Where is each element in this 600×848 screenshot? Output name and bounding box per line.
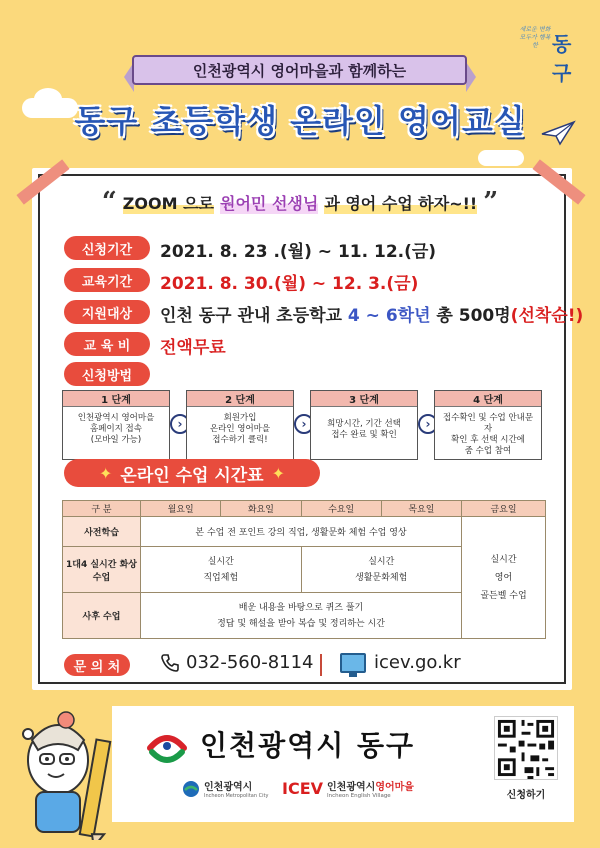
icev-en: Incheon English Village — [327, 793, 391, 799]
step-2-line: 온라인 영어마을 — [209, 424, 271, 434]
chevron-right-icon: › — [418, 414, 438, 434]
apply-period-value: 2021. 8. 23 .(월) ~ 11. 12.(금) — [160, 242, 437, 262]
sparkle-icon: ✦ — [98, 463, 113, 483]
step-1 — [62, 390, 170, 460]
step-3-line: 접수 완료 및 확인 — [331, 430, 397, 440]
edu-period-value: 2021. 8. 30.(월) ~ 12. 3.(금) — [160, 274, 419, 294]
incheon-name: 인천광역시 — [204, 782, 253, 793]
target-text-a: 인천 동구 관내 초등학교 — [160, 306, 348, 326]
table-header: 월요일 — [141, 501, 221, 517]
icev-name-b: 영어마을 — [375, 782, 414, 793]
step-3 — [310, 390, 418, 460]
label-target: 지원대상 — [64, 300, 150, 324]
contact-website[interactable] — [340, 652, 461, 673]
subtitle-banner: 인천광역시 영어마을과 함께하는 — [132, 55, 467, 85]
pre-content: 본 수업 전 포인트 강의 직업, 생활문화 체험 수업 영상 — [141, 517, 462, 547]
label-apply-period: 신청기간 — [64, 236, 150, 260]
contact-phone[interactable] — [160, 652, 314, 673]
post-content-line: 배운 내용을 바탕으로 퀴즈 풀기 — [238, 602, 364, 613]
icev-name-a: 인천광역시 — [327, 782, 376, 793]
chevron-right-icon: › — [170, 414, 190, 434]
cloud-icon — [478, 150, 524, 166]
close-quote-mark: ” — [483, 187, 499, 217]
contact-divider — [320, 654, 322, 676]
step-1-line: 인천광역시 영어마을 — [77, 413, 155, 423]
qr-label: 신청하기 — [506, 790, 546, 801]
target-value — [160, 301, 583, 326]
timetable-title — [64, 459, 320, 487]
chevron-right-icon: › — [294, 414, 314, 434]
label-edu-period: 교육기간 — [64, 268, 150, 292]
friday-content: 실시간 영어 골든벨 수업 — [462, 517, 546, 639]
step-2-head: 2 단계 — [187, 391, 293, 407]
target-grades: 4 ~ 6학년 — [347, 306, 431, 326]
table-header-row — [63, 501, 546, 517]
headline-quote — [70, 187, 530, 217]
step-4-line: 확인 후 선택 시간에 — [451, 435, 525, 445]
step-2 — [186, 390, 294, 460]
target-text-c: 총 500명 — [430, 306, 511, 326]
row-label-pre: 사전학습 — [63, 517, 141, 547]
icev-logo — [282, 778, 414, 799]
target-first-come: (선착순!) — [510, 306, 584, 326]
live-mon-tue: 실시간 직업체험 — [141, 547, 302, 593]
label-contact: 문 의 처 — [64, 654, 130, 676]
quote-part1: ZOOM 으로 — [123, 191, 214, 214]
post-content — [141, 593, 462, 639]
table-header: 목요일 — [381, 501, 461, 517]
timetable-title-text: 온라인 수업 시간표 — [120, 465, 264, 486]
org-name: 인천광역시 동구 — [200, 729, 416, 762]
qr-code-icon[interactable] — [494, 716, 558, 780]
step-4 — [434, 390, 542, 460]
incheon-en: Incheon Metropolitan City — [204, 793, 269, 799]
phone-number: 032-560-8114 — [186, 652, 314, 673]
donggu-emblem-icon — [144, 722, 190, 768]
table-header: 구 분 — [63, 501, 141, 517]
label-apply-method: 신청방법 — [64, 362, 150, 386]
step-4-line: 줌 수업 참여 — [464, 446, 512, 456]
slogan-small-text: 새로운 변화 모두가 행복한 — [519, 26, 551, 49]
mascot-character-icon — [18, 700, 118, 840]
table-header: 수요일 — [301, 501, 381, 517]
table-row — [63, 517, 546, 547]
banner-fold-right — [466, 62, 476, 92]
monitor-icon — [340, 653, 366, 673]
icev-name — [327, 778, 414, 793]
step-1-line: 홈페이지 접속 — [90, 424, 142, 434]
step-4-line: 접수확인 및 수업 안내문자 — [442, 413, 534, 434]
post-content-line: 정답 및 해설을 받아 복습 및 정리하는 시간 — [217, 618, 385, 629]
live-wed-thu: 실시간 생활문화체험 — [301, 547, 462, 593]
step-2-line: 접수하기 클릭! — [212, 435, 268, 445]
row-label-post: 사후 수업 — [63, 593, 141, 639]
phone-icon — [160, 653, 180, 673]
incheon-emblem-icon — [182, 780, 200, 798]
step-4-head: 4 단계 — [435, 391, 541, 407]
row-label-live: 1대4 실시간 화상수업 — [63, 547, 141, 593]
slogan-logo — [518, 22, 590, 85]
step-1-line: (모바일 가능) — [90, 435, 142, 445]
sparkle-icon: ✦ — [271, 463, 286, 483]
step-2-line: 회원가입 — [223, 413, 257, 423]
open-quote-mark: “ — [101, 187, 117, 217]
step-1-head: 1 단계 — [63, 391, 169, 407]
timetable — [62, 500, 546, 639]
incheon-logo — [182, 778, 268, 799]
website-url: icev.go.kr — [374, 652, 461, 673]
quote-part2: 과 영어 수업 하자~!! — [324, 191, 477, 214]
step-3-head: 3 단계 — [311, 391, 417, 407]
slogan-big-text: 동구 — [552, 32, 572, 85]
step-3-line: 희망시간, 기간 선택 — [327, 419, 401, 429]
label-fee: 교 육 비 — [64, 332, 150, 356]
page-title: 동구 초등학생 온라인 영어교실 — [74, 102, 526, 140]
table-header: 금요일 — [462, 501, 546, 517]
fee-value: 전액무료 — [160, 338, 226, 358]
quote-highlight: 원어민 선생님 — [220, 191, 318, 214]
icev-badge: ICEV — [282, 779, 324, 798]
table-header: 화요일 — [221, 501, 301, 517]
